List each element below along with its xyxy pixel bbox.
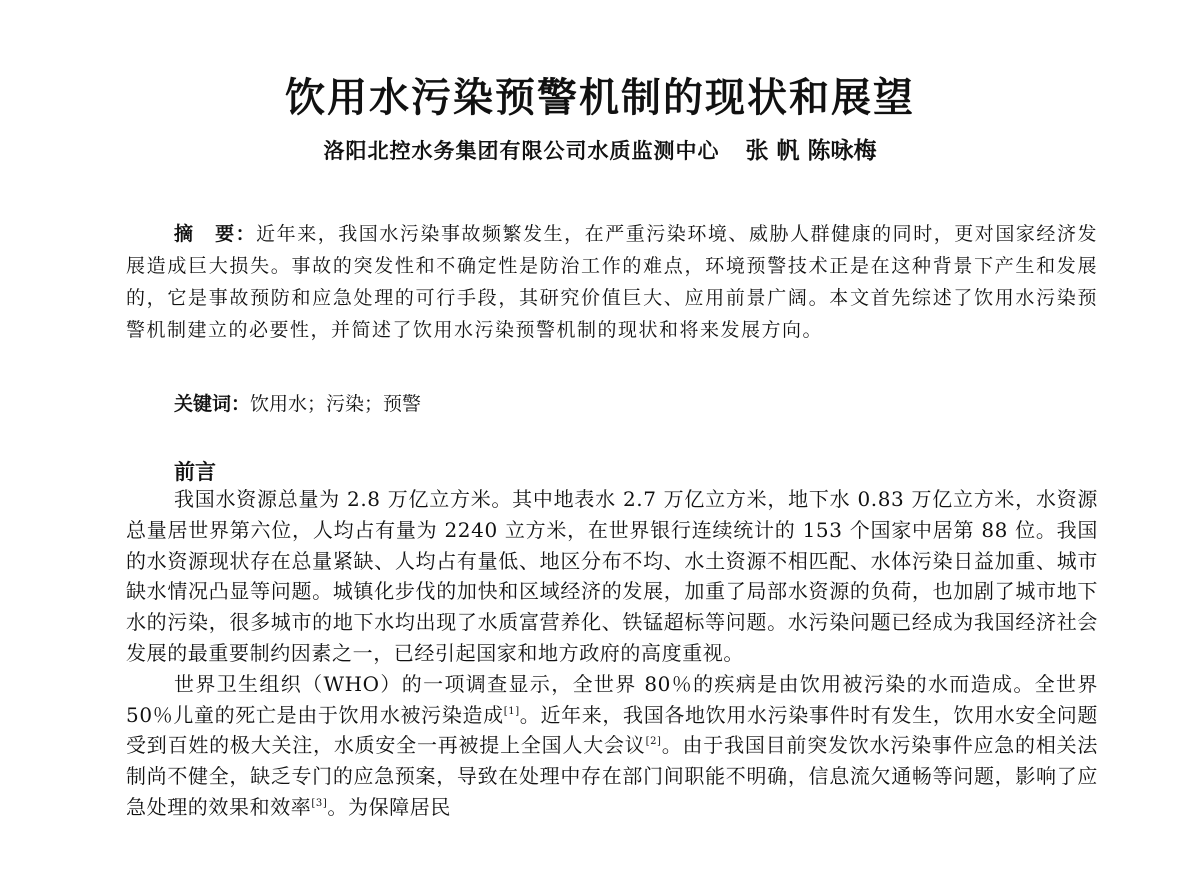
keywords	[174, 388, 1098, 420]
keywords-text: 饮用水；污染；预警	[250, 393, 422, 415]
citation-1: [1]	[503, 705, 520, 717]
citation-2: [2]	[645, 736, 662, 748]
body-text	[126, 484, 1098, 823]
section-heading: 前言	[174, 460, 216, 484]
paragraph-2	[126, 669, 1098, 823]
affiliation: 洛阳北控水务集团有限公司水质监测中心	[323, 138, 720, 163]
paragraph-2-part-1: 世界卫生组织（WHO）的一项调查显示，全世界 80％的疾病是由饮用被污染的水而造成。全世界 50％儿童的死亡是由于饮用水被污染造成	[126, 671, 1098, 727]
authors: 张 帆 陈咏梅	[745, 137, 877, 164]
abstract-text: 近年来，我国水污染事故频繁发生，在严重污染环境、威胁人群健康的同时，更对国家经济发展造成巨大损失。事故的突发性和不确定性是防治工作的难点，环境预警技术正是在这种背景下产生和发展的，它是事故预防和应急处理的可行手段，其研究价值巨大、应用前景广阔。本文首先综述了饮用水污染预警机制建立的必要性，并简述了饮用水污染预警机制的现状和将来发展方向。	[126, 223, 1098, 341]
paragraph-2-part-3: 。由于我国目前突发饮水污染事件应急的相关法制尚不健全，缺乏专门的应急预案，导致在处理中存在部门间职能不明确，信息流欠通畅等问题，影响了应急处理的效果和效率	[126, 733, 1098, 819]
paragraph-1: 我国水资源总量为 2.8 万亿立方米。其中地表水 2.7 万亿立方米，地下水 0.83 万亿立方米，水资源总量居世界第六位，人均占有量为 2240 立方米，在世界银行连续统计的 153 个国家中居第 88 位。我国的水资源现状存在总量紧缺、人均占有量低、地区分布不均、水土资源不相匹配、水体污染日益加重、城市缺水情况凸显等问题。城镇化步伐的加快和区域经济的发展，加重了局部水资源的负荷，也加剧了城市地下水的污染，很多城市的地下水均出现了水质富营养化、铁锰超标等问题。水污染问题已经成为我国经济社会发展的最重要制约因素之一，已经引起国家和地方政府的高度重视。	[126, 487, 1098, 665]
paper-title: 饮用水污染预警机制的现状和展望	[285, 74, 915, 121]
paragraph-2-part-4: 。为保障居民	[327, 794, 451, 819]
paragraph-2-part-2: 。近年来，我国各地饮用水污染事件时有发生，饮用水安全问题受到百姓的极大关注，水质安全一再被提上全国人大会议	[126, 702, 1098, 758]
citation-3: [3]	[311, 797, 328, 809]
keywords-label: 关键词：	[174, 393, 251, 415]
byline	[0, 134, 1200, 168]
abstract	[126, 218, 1098, 346]
abstract-label: 摘 要：	[174, 223, 257, 245]
